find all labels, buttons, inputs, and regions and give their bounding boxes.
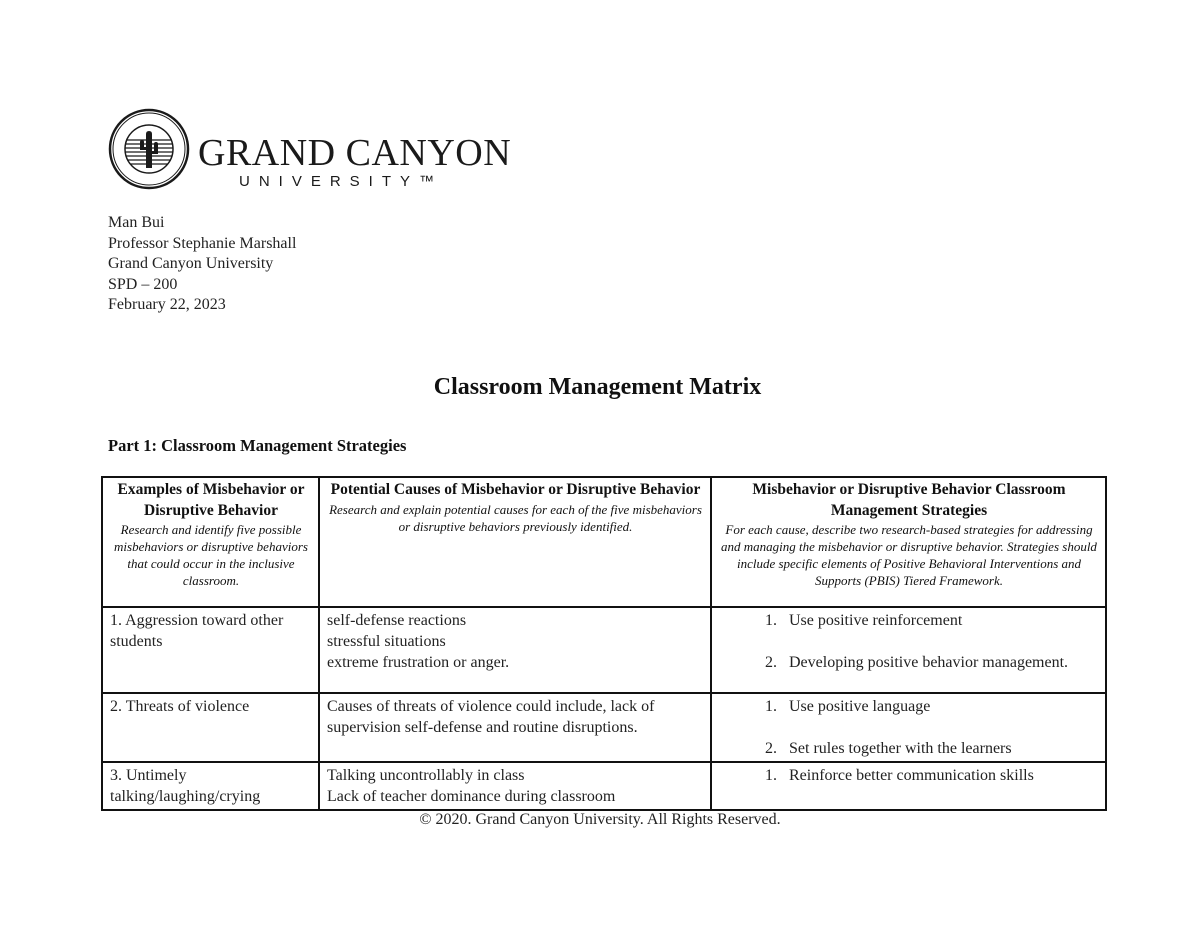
strategy-list xyxy=(719,610,1099,673)
column-header-examples xyxy=(102,477,319,607)
document-title: Classroom Management Matrix xyxy=(433,374,762,400)
university-seal-icon xyxy=(108,108,190,190)
cause-item: stressful situations xyxy=(327,633,446,650)
causes-cell xyxy=(319,693,711,762)
strategy-item: 1. Use positive reinforcement xyxy=(781,610,1099,631)
part-heading: Part 1: Classroom Management Strategies xyxy=(108,436,407,455)
column-title: Potential Causes of Misbehavior or Disruptive Behavior xyxy=(330,481,701,498)
strategies-cell xyxy=(711,607,1106,693)
strategy-list xyxy=(719,765,1099,786)
professor-name: Professor Stephanie Marshall xyxy=(108,234,297,252)
causes-cell xyxy=(319,607,711,693)
strategy-item: 2. Set rules together with the learners xyxy=(781,738,1099,759)
logo-wordmark: GRAND CANYON xyxy=(198,132,512,174)
document-header xyxy=(108,213,296,316)
strategy-item: 1. Reinforce better communication skills xyxy=(781,765,1099,786)
example-cell: 2. Threats of violence xyxy=(102,693,319,762)
example-cell: 3. Untimely talking/laughing/crying xyxy=(102,762,319,810)
strategy-list xyxy=(719,696,1099,759)
student-name: Man Bui xyxy=(108,214,165,231)
strategies-cell xyxy=(711,693,1106,762)
logo-wordmark-subtitle: UNIVERSITY™ xyxy=(239,173,444,190)
university-name: Grand Canyon University xyxy=(108,255,274,273)
table-row xyxy=(102,693,1106,762)
strategy-item: 1. Use positive language xyxy=(781,696,1099,717)
strategy-item: 2. Developing positive behavior management. xyxy=(781,652,1099,673)
cause-item: self-defense reactions xyxy=(327,612,467,629)
causes-cell xyxy=(319,762,711,810)
column-title: Misbehavior or Disruptive Behavior Classroom Management Strategies xyxy=(752,481,1066,519)
column-title: Examples of Misbehavior or Disruptive Behavior xyxy=(117,481,305,519)
cause-item: Lack of teacher dominance during classroom xyxy=(327,788,616,805)
cause-item: extreme frustration or anger. xyxy=(327,654,510,671)
document-date: February 22, 2023 xyxy=(108,296,226,314)
column-header-strategies xyxy=(711,477,1106,607)
table-row xyxy=(102,762,1106,810)
column-header-causes xyxy=(319,477,711,607)
column-instructions: Research and identify five possible misbehaviors or disruptive behaviors that could occur in the inclusive classroom. xyxy=(114,522,308,588)
course-code: SPD – 200 xyxy=(108,275,178,293)
cause-item: Talking uncontrollably in class xyxy=(327,767,525,784)
example-cell: 1. Aggression toward other students xyxy=(102,607,319,693)
table-row xyxy=(102,607,1106,693)
column-instructions: Research and explain potential causes for each of the five misbehaviors or disruptive behaviors previously identified. xyxy=(329,501,702,534)
university-logo xyxy=(108,108,512,190)
classroom-management-matrix xyxy=(101,476,1107,811)
copyright-footer: © 2020. Grand Canyon University. All Rights Reserved. xyxy=(419,811,781,828)
strategies-cell xyxy=(711,762,1106,810)
table-header-row xyxy=(102,477,1106,607)
cause-item: Causes of threats of violence could include, lack of supervision self-defense and routine disruptions. xyxy=(327,698,655,736)
column-instructions: For each cause, describe two research-based strategies for addressing and managing the misbehavior or disruptive behavior. Strategies should include specific elements of Positive Behavioral Interventions and Supports (PBIS) Tiered Framework. xyxy=(721,522,1097,588)
